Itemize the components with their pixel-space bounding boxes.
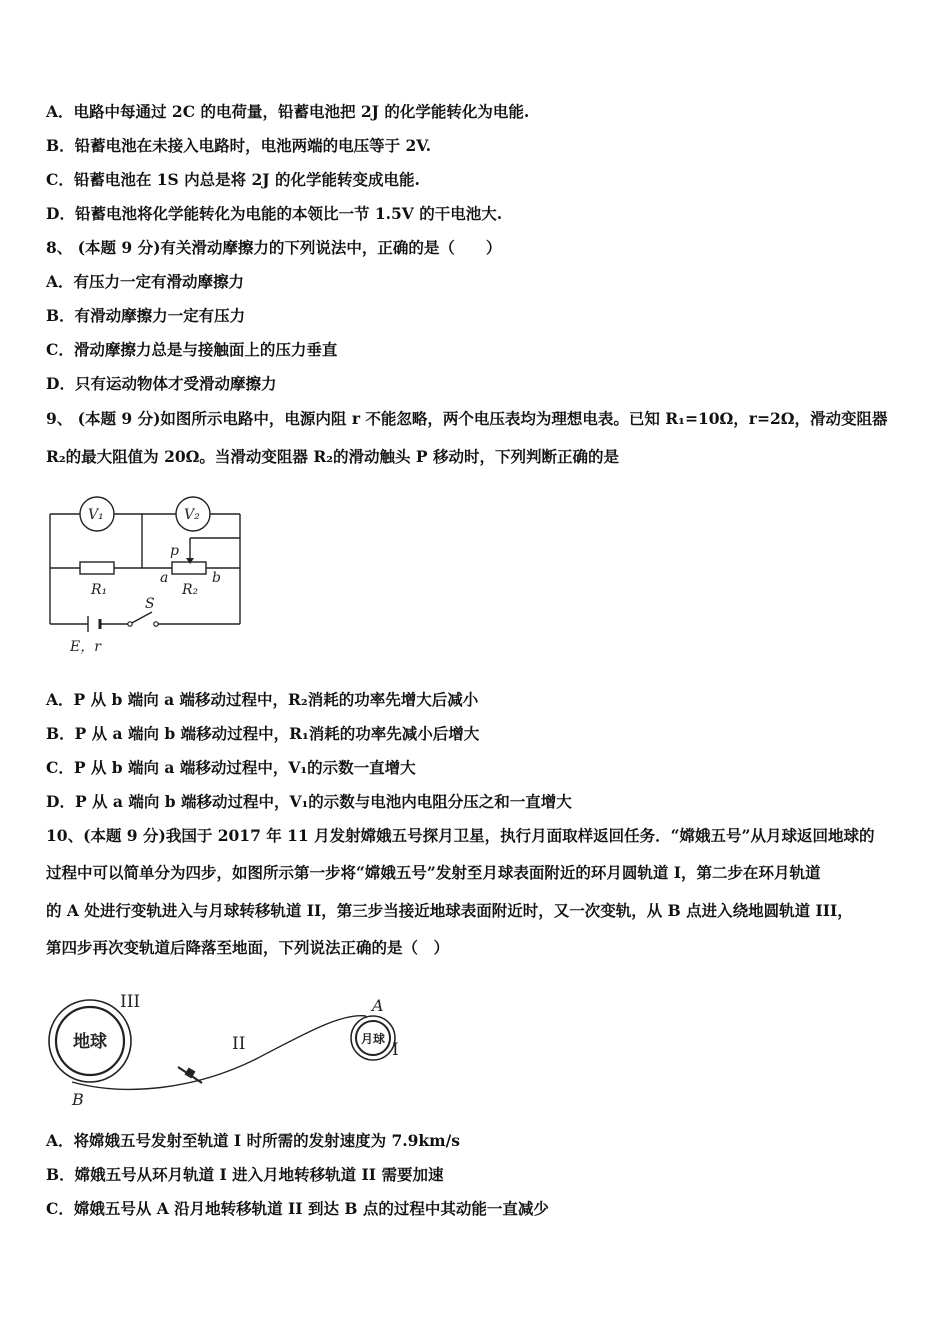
q10-stem-line4: 第四步再次变轨道后降落至地面，下列说法正确的是（ ） [46,938,450,957]
orbit-ii-path [72,1016,366,1090]
q9-option-c: C．P 从 b 端向 a 端移动过程中，V₁的示数一直增大 [46,758,416,777]
label-s: S [145,596,155,612]
label-r1: R₁ [91,582,108,598]
label-v1: V₁ [88,507,104,523]
q10-option-a: A．将嫦娥五号发射至轨道 I 时所需的发射速度为 7.9km/s [46,1131,460,1150]
switch-contact-icon [128,622,132,626]
q7-option-d: D．铅蓄电池将化学能转化为电能的本领比一节 1.5V 的干电池大. [46,204,503,223]
probe-icon [178,1067,202,1083]
label-earth: 地球 [73,1032,107,1052]
orbit-figure [46,985,416,1113]
q7-option-b: B．铅蓄电池在未接入电路时，电池两端的电压等于 2V. [46,136,431,155]
circuit-figure [44,488,250,658]
label-point-b: B [72,1090,84,1109]
q10-stem-line3: 的 A 处进行变轨进入与月球转移轨道 II，第三步当接近地球表面附近时，又一次变轨，从 B 点进入绕地圆轨道 III， [46,901,853,920]
circuit-diagram [44,488,250,658]
switch-contact-icon [154,622,158,626]
resistor-r1-symbol [80,562,114,574]
label-point-a: A [372,996,384,1015]
q9-option-a: A．P 从 b 端向 a 端移动过程中，R₂消耗的功率先增大后减小 [46,690,479,709]
label-r2: R₂ [182,582,199,598]
q7-option-a: A．电路中每通过 2C 的电荷量，铅蓄电池把 2J 的化学能转化为电能. [46,102,530,121]
label-b: b [212,570,221,586]
q8-stem: 8、 (本题 9 分)有关滑动摩擦力的下列说法中，正确的是（ ） [46,238,502,257]
q8-option-b: B．有滑动摩擦力一定有压力 [46,306,246,325]
label-orbit-i: I [392,1040,399,1060]
q7-option-c: C．铅蓄电池在 1S 内总是将 2J 的化学能转变成电能. [46,170,420,189]
label-source: E，r [70,639,101,655]
slider-arrow-icon [186,558,194,564]
label-moon: 月球 [360,1032,386,1046]
q9-stem-line2: R₂的最大阻值为 20Ω。当滑动变阻器 R₂的滑动触头 P 移动时，下列判断正确的是 [46,447,619,466]
rheostat-r2-symbol [172,562,206,574]
q10-option-b: B．嫦娥五号从环月轨道 I 进入月地转移轨道 II 需要加速 [46,1165,444,1184]
q9-option-d: D．P 从 a 端向 b 端移动过程中，V₁的示数与电池内电阻分压之和一直增大 [46,792,572,811]
label-orbit-ii: II [232,1034,246,1054]
q10-option-c: C．嫦娥五号从 A 沿月地转移轨道 II 到达 B 点的过程中其动能一直减少 [46,1199,549,1218]
q10-stem-line2: 过程中可以简单分为四步，如图所示第一步将“嫦娥五号”发射至月球表面附近的环月圆轨道 I，第二步在环月轨道 [46,863,821,882]
q8-option-a: A．有压力一定有滑动摩擦力 [46,272,245,291]
q9-option-b: B．P 从 a 端向 b 端移动过程中，R₁消耗的功率先减小后增大 [46,724,480,743]
orbit-diagram [46,985,416,1113]
label-a: a [160,570,169,586]
q8-option-c: C．滑动摩擦力总是与接触面上的压力垂直 [46,340,338,359]
q10-stem-line1: 10、(本题 9 分)我国于 2017 年 11 月发射嫦娥五号探月卫星，执行月面取样返回任务．“嫦娥五号”从月球返回地球的 [46,826,875,845]
q9-stem-line1: 9、 (本题 9 分)如图所示电路中，电源内阻 r 不能忽略，两个电压表均为理想电表。已知 R₁=10Ω，r=2Ω，滑动变阻器 [46,409,888,428]
q8-option-d: D．只有运动物体才受滑动摩擦力 [46,374,277,393]
label-v2: V₂ [184,507,200,523]
label-orbit-iii: III [120,992,141,1012]
label-p: p [170,543,179,559]
